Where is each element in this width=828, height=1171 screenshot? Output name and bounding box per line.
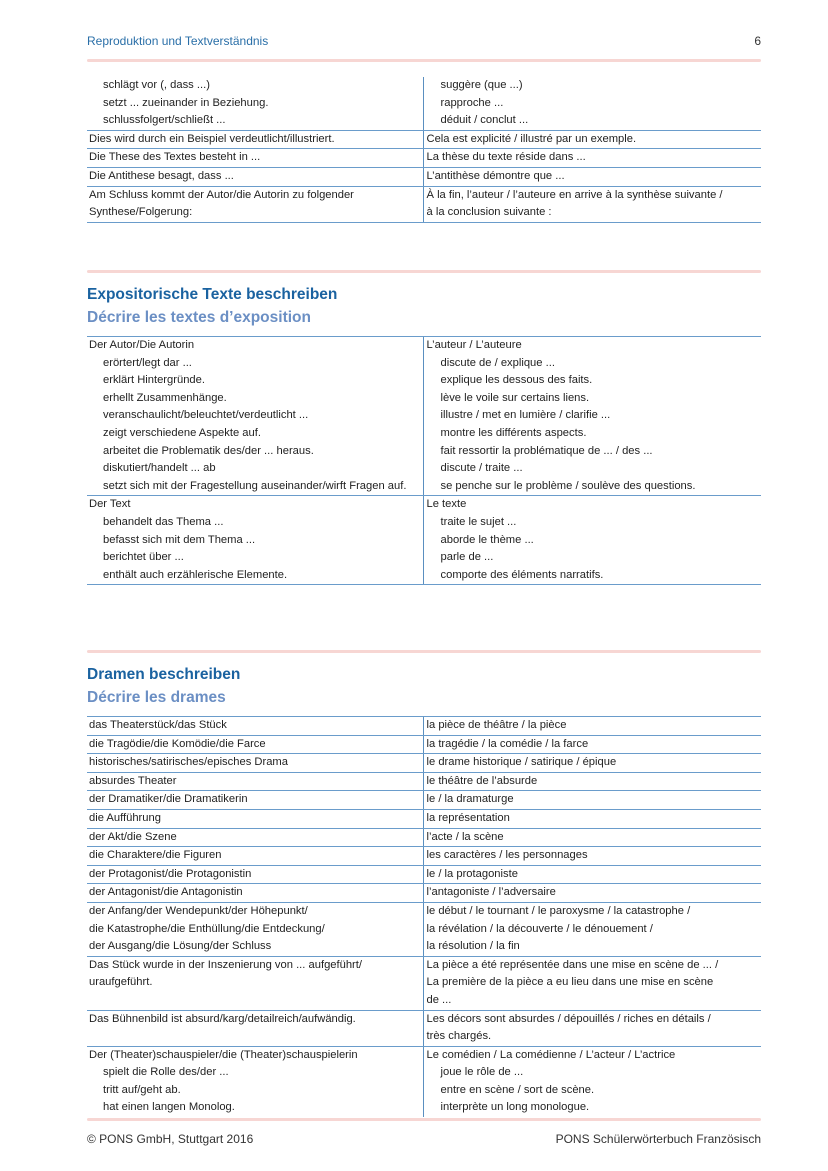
de-head: Der Text (89, 498, 131, 511)
fr-cell: les caractères / les personnages (423, 847, 761, 866)
de-cell (87, 77, 423, 130)
fr-text: de ... (426, 993, 452, 1006)
de-text: Synthese/Folgerung: (89, 206, 193, 219)
fr-cell: le théâtre de l’absurde (423, 772, 761, 791)
de-text: Das Bühnenbild ist absurd/karg/detailreich/aufwändig. (89, 1012, 356, 1025)
fr-cell (423, 902, 761, 956)
fr-cell: la tragédie / la comédie / la farce (423, 735, 761, 754)
fr-text: traite le sujet ... (440, 515, 517, 528)
table-row (87, 828, 761, 847)
fr-cell: la pièce de théâtre / la pièce (423, 717, 761, 736)
fr-text: à la conclusion suivante : (426, 206, 552, 219)
table-row (87, 149, 761, 168)
de-text: arbeitet die Problematik des/der ... heraus. (103, 444, 314, 457)
table-row (87, 186, 761, 222)
fr-text: À la fin, l’auteur / l’auteure en arrive à la synthèse suivante / (426, 188, 723, 201)
fr-cell: le / la protagoniste (423, 865, 761, 884)
table-row (87, 884, 761, 903)
de-cell: der Antagonist/die Antagonistin (87, 884, 423, 903)
de-cell: die Tragödie/die Komödie/die Farce (87, 735, 423, 754)
de-text: erklärt Hintergründe. (103, 374, 205, 387)
fr-text: La première de la pièce a eu lieu dans une mise en scène (426, 976, 714, 989)
table-row (87, 956, 761, 1010)
fr-cell: La thèse du texte réside dans ... (423, 149, 761, 168)
page-number: 6 (754, 34, 761, 48)
de-cell: der Akt/die Szene (87, 828, 423, 847)
fr-text: aborde le thème ... (440, 533, 534, 546)
table-row (87, 167, 761, 186)
section-title-fr: Décrire les textes d’exposition (87, 309, 311, 326)
de-text: die Katastrophe/die Enthüllung/die Entdeckung/ (89, 922, 325, 935)
table-row (87, 902, 761, 956)
fr-text: discute / traite ... (440, 462, 523, 475)
fr-text: entre en scène / sort de scène. (440, 1083, 595, 1096)
table-row (87, 754, 761, 773)
de-text: spielt die Rolle des/der ... (103, 1066, 229, 1079)
de-cell (87, 337, 423, 496)
de-cell: historisches/satirisches/episches Drama (87, 754, 423, 773)
table-row (87, 1046, 761, 1117)
de-head: Der Autor/Die Autorin (89, 339, 195, 351)
de-text: zeigt verschiedene Aspekte auf. (103, 426, 261, 439)
de-text: der Ausgang/die Lösung/der Schluss (89, 940, 272, 953)
vocab-table-drama (87, 716, 761, 1117)
fr-cell (423, 186, 761, 222)
de-text: tritt auf/geht ab. (103, 1083, 181, 1096)
fr-text: discute de / explique ... (440, 356, 555, 369)
section-title-de: Dramen beschreiben (87, 666, 241, 683)
de-text: Am Schluss kommt der Autor/die Autorin zu folgender (89, 188, 354, 201)
fr-text: la résolution / la fin (426, 940, 520, 953)
fr-head: Le comédien / La comédienne / L’acteur / L’actrice (426, 1048, 676, 1061)
de-cell: die Charaktere/die Figuren (87, 847, 423, 866)
table-row (87, 847, 761, 866)
de-cell: Dies wird durch ein Beispiel verdeutlicht/illustriert. (87, 130, 423, 149)
de-text: setzt sich mit der Fragestellung auseinander/wirft Fragen auf. (103, 479, 407, 492)
de-head: Der (Theater)schauspieler/die (Theater)schauspielerin (89, 1048, 358, 1061)
fr-text: La pièce a été représentée dans une mise en scène de ... / (426, 958, 719, 971)
de-text: enthält auch erzählerische Elemente. (103, 568, 288, 581)
de-text: behandelt das Thema ... (103, 515, 224, 528)
publication-title: PONS Schülerwörterbuch Französisch (555, 1132, 761, 1146)
fr-text: Les décors sont absurdes / dépouillés / riches en détails / (426, 1012, 711, 1025)
fr-text: comporte des éléments narratifs. (440, 568, 604, 581)
table-row (87, 496, 761, 585)
de-cell (87, 1010, 423, 1046)
fr-text: montre les différents aspects. (440, 426, 587, 439)
de-text: hat einen langen Monolog. (103, 1101, 235, 1114)
fr-text: joue le rôle de ... (440, 1066, 524, 1079)
de-cell: der Dramatiker/die Dramatikerin (87, 791, 423, 810)
de-cell (87, 1046, 423, 1117)
table-row (87, 735, 761, 754)
de-text: schlussfolgert/schließt ... (103, 114, 226, 127)
section-divider (87, 270, 761, 273)
table-row (87, 130, 761, 149)
fr-cell: Cela est explicité / illustré par un exemple. (423, 130, 761, 149)
fr-head: L’auteur / L’auteure (426, 339, 522, 351)
fr-text: fait ressortir la problématique de ... / des ... (440, 444, 653, 457)
de-cell (87, 496, 423, 585)
fr-cell (423, 1010, 761, 1046)
de-text: befasst sich mit dem Thema ... (103, 533, 256, 546)
de-text: uraufgeführt. (89, 976, 153, 989)
de-text: schlägt vor (, dass ...) (103, 79, 210, 91)
fr-cell (423, 337, 761, 496)
fr-cell: L’antithèse démontre que ... (423, 167, 761, 186)
table-row (87, 772, 761, 791)
de-cell: absurdes Theater (87, 772, 423, 791)
page-header (87, 34, 761, 52)
fr-cell: le drame historique / satirique / épique (423, 754, 761, 773)
de-cell (87, 186, 423, 222)
copyright: © PONS GmbH, Stuttgart 2016 (87, 1132, 254, 1146)
fr-text: se penche sur le problème / soulève des questions. (440, 479, 696, 492)
de-text: berichtet über ... (103, 551, 184, 564)
de-cell: der Protagonist/die Protagonistin (87, 865, 423, 884)
table-row (87, 77, 761, 130)
fr-cell (423, 77, 761, 130)
fr-text: illustre / met en lumière / clarifie ... (440, 409, 611, 422)
fr-text: le début / le tournant / le paroxysme / la catastrophe / (426, 904, 691, 917)
de-cell (87, 902, 423, 956)
de-cell (87, 956, 423, 1010)
fr-cell (423, 496, 761, 585)
fr-text: explique les dessous des faits. (440, 374, 593, 387)
de-text: setzt ... zueinander in Beziehung. (103, 96, 269, 109)
de-cell: Die These des Textes besteht in ... (87, 149, 423, 168)
header-divider (87, 59, 761, 62)
de-text: erörtert/legt dar ... (103, 356, 192, 369)
fr-text: parle de ... (440, 551, 494, 564)
section-title-fr: Décrire les drames (87, 689, 226, 706)
vocab-table-top (87, 77, 761, 223)
section-divider (87, 650, 761, 653)
fr-cell: le / la dramaturge (423, 791, 761, 810)
fr-cell: la représentation (423, 809, 761, 828)
fr-cell: l’acte / la scène (423, 828, 761, 847)
de-cell: die Aufführung (87, 809, 423, 828)
table-row (87, 1010, 761, 1046)
chapter-title: Reproduktion und Textverständnis (87, 34, 269, 48)
table-row (87, 337, 761, 496)
de-text: diskutiert/handelt ... ab (103, 462, 216, 475)
footer-divider (87, 1118, 761, 1121)
fr-text: lève le voile sur certains liens. (440, 391, 590, 404)
table-row (87, 791, 761, 810)
fr-head: Le texte (426, 498, 467, 511)
fr-text: rapproche ... (440, 96, 504, 109)
vocab-table-expository (87, 336, 761, 585)
fr-text: interprète un long monologue. (440, 1101, 590, 1114)
table-row (87, 809, 761, 828)
de-text: Das Stück wurde in der Inszenierung von ... aufgeführt/ (89, 958, 363, 971)
fr-text: très chargés. (426, 1030, 492, 1043)
de-text: der Anfang/der Wendepunkt/der Höhepunkt/ (89, 904, 308, 917)
de-text: erhellt Zusammenhänge. (103, 391, 227, 404)
table-row (87, 865, 761, 884)
section-title-de: Expositorische Texte beschreiben (87, 286, 338, 303)
fr-cell: l’antagoniste / l’adversaire (423, 884, 761, 903)
fr-cell (423, 956, 761, 1010)
fr-text: suggère (que ...) (440, 79, 523, 91)
de-cell: Die Antithese besagt, dass ... (87, 167, 423, 186)
de-text: veranschaulicht/beleuchtet/verdeutlicht ... (103, 409, 309, 422)
table-row (87, 717, 761, 736)
fr-text: la révélation / la découverte / le dénouement / (426, 922, 653, 935)
fr-cell (423, 1046, 761, 1117)
de-cell: das Theaterstück/das Stück (87, 717, 423, 736)
fr-text: déduit / conclut ... (440, 114, 529, 127)
page-footer (87, 1132, 761, 1146)
